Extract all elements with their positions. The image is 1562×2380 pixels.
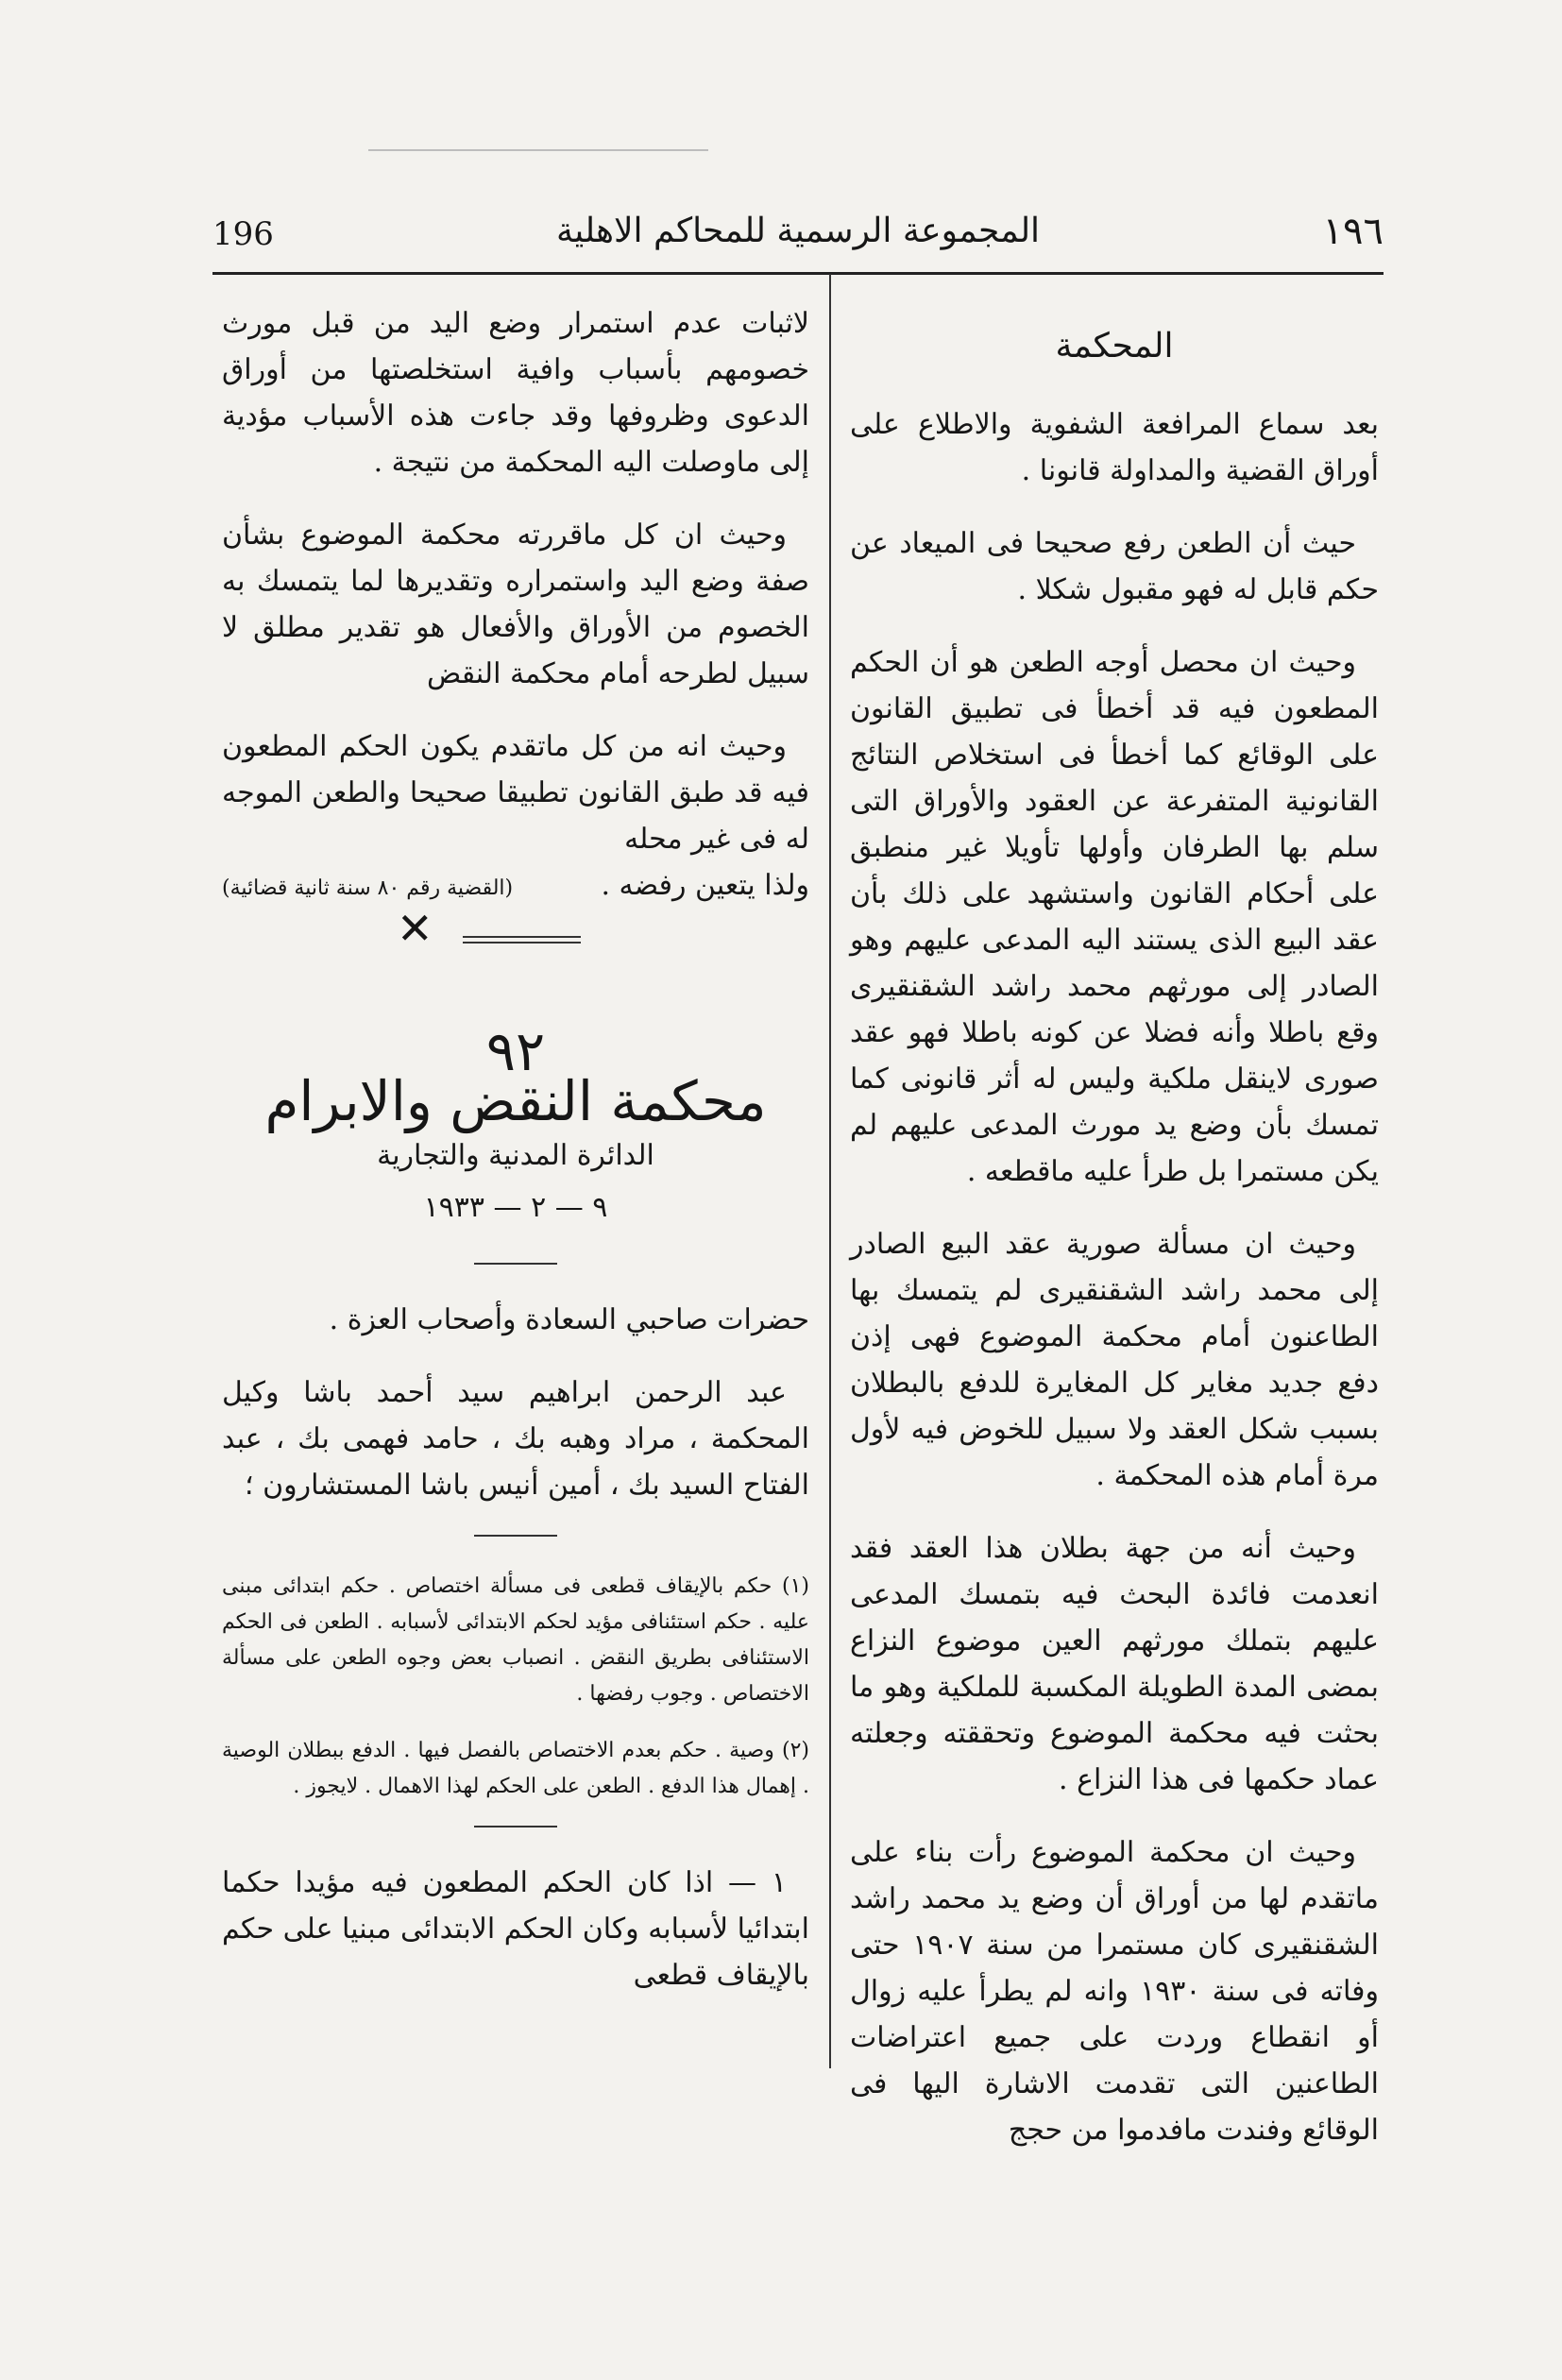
ruling-text: ولذا يتعين رفضه . <box>601 869 809 902</box>
case-number: ٩٢ <box>485 1019 546 1083</box>
left-column <box>222 300 809 2025</box>
judgment-date: ٩ — ٢ — ١٩٣٣ <box>423 1191 608 1224</box>
headnotes <box>222 1569 809 1805</box>
page-number-latin: 196 <box>212 215 274 253</box>
paragraph: لاثبات عدم استمرار وضع اليد من قبل مورث خصومهم بأسباب وافية استخلصتها من أوراق الدعوى وظروفها وقد جاءت هذه الأسباب مؤدية إلى ماوصلت اليه المحكمة من نتيجة . <box>222 307 809 479</box>
cross-mark-icon: ✕ <box>397 903 433 954</box>
paragraph: وحيث ان محصل أوجه الطعن هو أن الحكم المطعون فيه قد أخطأ فى تطبيق القانون على الوقائع كما أخطأ فى استخلاص النتائج القانونية المتفرعة عن العقود والأوراق التى سلم بها الطرفان وأولها تأويلا غير منطبق على أحكام القانون واستشهد على ذلك بأن عقد البيع الذى يستند اليه المدعى عليهم وهو الصادر إلى مورثهم محمد راشد الشقنقيرى وقع باطلا وأنه فضلا عن كونه باطلا فهو عقد صورى لاينقل ملكية وليس له أثر قانونى كما تمسك بأن وضع يد مورث المدعى عليهم لم يكن مستمرا بل طرأ عليه ماقطعه . <box>850 646 1379 1188</box>
page-header <box>212 210 1384 266</box>
right-column <box>850 300 1379 2180</box>
column-divider <box>829 274 831 2068</box>
paragraph: ١ — اذا كان الحكم المطعون فيه مؤيدا حكما ابتدائيا لأسبابه وكان الحكم الابتدائى مبنيا على حكم بالإيقاف قطعى <box>222 1866 809 1992</box>
paragraph: وحيث ان محكمة الموضوع رأت بناء على ماتقدم لها من أوراق أن وضع يد محمد راشد الشقنقيرى كان مستمرا من سنة ١٩٠٧ حتى وفاته فى سنة ١٩٣٠ وانه لم يطرأ عليه زوال أو انقطاع وردت على جميع اعتراضات الطاعنين التى تقدمت الاشارة اليها فى الوقائع وفندت مافدموا من حجج <box>850 1836 1379 2147</box>
paragraph: بعد سماع المرافعة الشفوية والاطلاع على أوراق القضية والمداولة قانونا . <box>850 408 1379 487</box>
case-reference: (القضية رقم ٨٠ سنة ثانية قضائية) <box>222 876 514 900</box>
page-number-arabic: ١٩٦ <box>1322 210 1384 253</box>
paragraph: وحيث ان مسألة صورية عقد البيع الصادر إلى محمد راشد الشقنقيرى لم يتمسك بها الطاعنون أمام محكمة الموضوع فهى إذن دفع جديد مغاير كل المغايرة للدفع بالبطلان بسبب شكل العقد ولا سبيل للخوض فيه لأول مرة أمام هذه المحكمة . <box>850 1228 1379 1492</box>
section-heading-court: المحكمة <box>1055 327 1174 366</box>
section-separator <box>222 903 809 968</box>
headnote-2: (٢) وصية . حكم بعدم الاختصاص بالفصل فيها . الدفع ببطلان الوصية . إهمال هذا الدفع . الطعن على الحكم لهذا الاهمال . لايجوز . <box>222 1739 809 1798</box>
ruling-line <box>222 862 809 911</box>
bench-intro: حضرات صاحبي السعادة وأصحاب العزة . <box>329 1303 809 1336</box>
paragraph: وحيث انه من كل ماتقدم يكون الحكم المطعون فيه قد طبق القانون تطبيقا صحيحا والطعن الموجه له فى غير محله <box>222 730 809 856</box>
paragraph: وحيث أنه من جهة بطلان هذا العقد فقد انعدمت فائدة البحث فيه بتمسك المدعى عليهم بتملك مورثهم العين موضوع النزاع بمضى المدة الطويلة المكسبة للملكية وهو ما بحثت فيه محكمة الموضوع وتحققته وجعلته عماد حكمها فى هذا النزاع . <box>850 1532 1379 1796</box>
bench-members: عبد الرحمن ابراهيم سيد أحمد باشا وكيل المحكمة ، مراد وهبه بك ، حامد فهمى بك ، عبد الفتاح السيد بك ، أمين أنيس باشا المستشارون ؛ <box>222 1376 809 1502</box>
short-rule <box>474 1826 557 1828</box>
top-faint-rule <box>368 149 708 151</box>
short-rule <box>474 1263 557 1265</box>
double-rule <box>463 936 581 944</box>
running-title: المجموعة الرسمية للمحاكم الاهلية <box>555 212 1041 250</box>
court-name: محكمة النقض والابرام <box>264 1069 767 1133</box>
paragraph: وحيث ان كل ماقررته محكمة الموضوع بشأن صفة وضع اليد واستمراره وتقديرها لما يتمسك به الخصوم من الأوراق والأفعال هو تقدير مطلق لا سبيل لطرحه أمام محكمة النقض <box>222 518 809 690</box>
paragraph: حيث أن الطعن رفع صحيحا فى الميعاد عن حكم قابل له فهو مقبول شكلا . <box>850 527 1379 606</box>
header-rule <box>212 272 1384 275</box>
headnote-1: (١) حكم بالإيقاف قطعى فى مسألة اختصاص . حكم ابتدائى مبنى عليه . حكم استئنافى مؤيد لحكم الابتدائى لأسبابه . الطعن فى الحكم الاستئنافى بطريق النقض . انصباب بعض وجوه الطعن على مسألة الاختصاص . وجوب رفضها . <box>222 1574 809 1706</box>
short-rule <box>474 1535 557 1537</box>
circuit-name: الدائرة المدنية والتجارية <box>377 1139 654 1172</box>
